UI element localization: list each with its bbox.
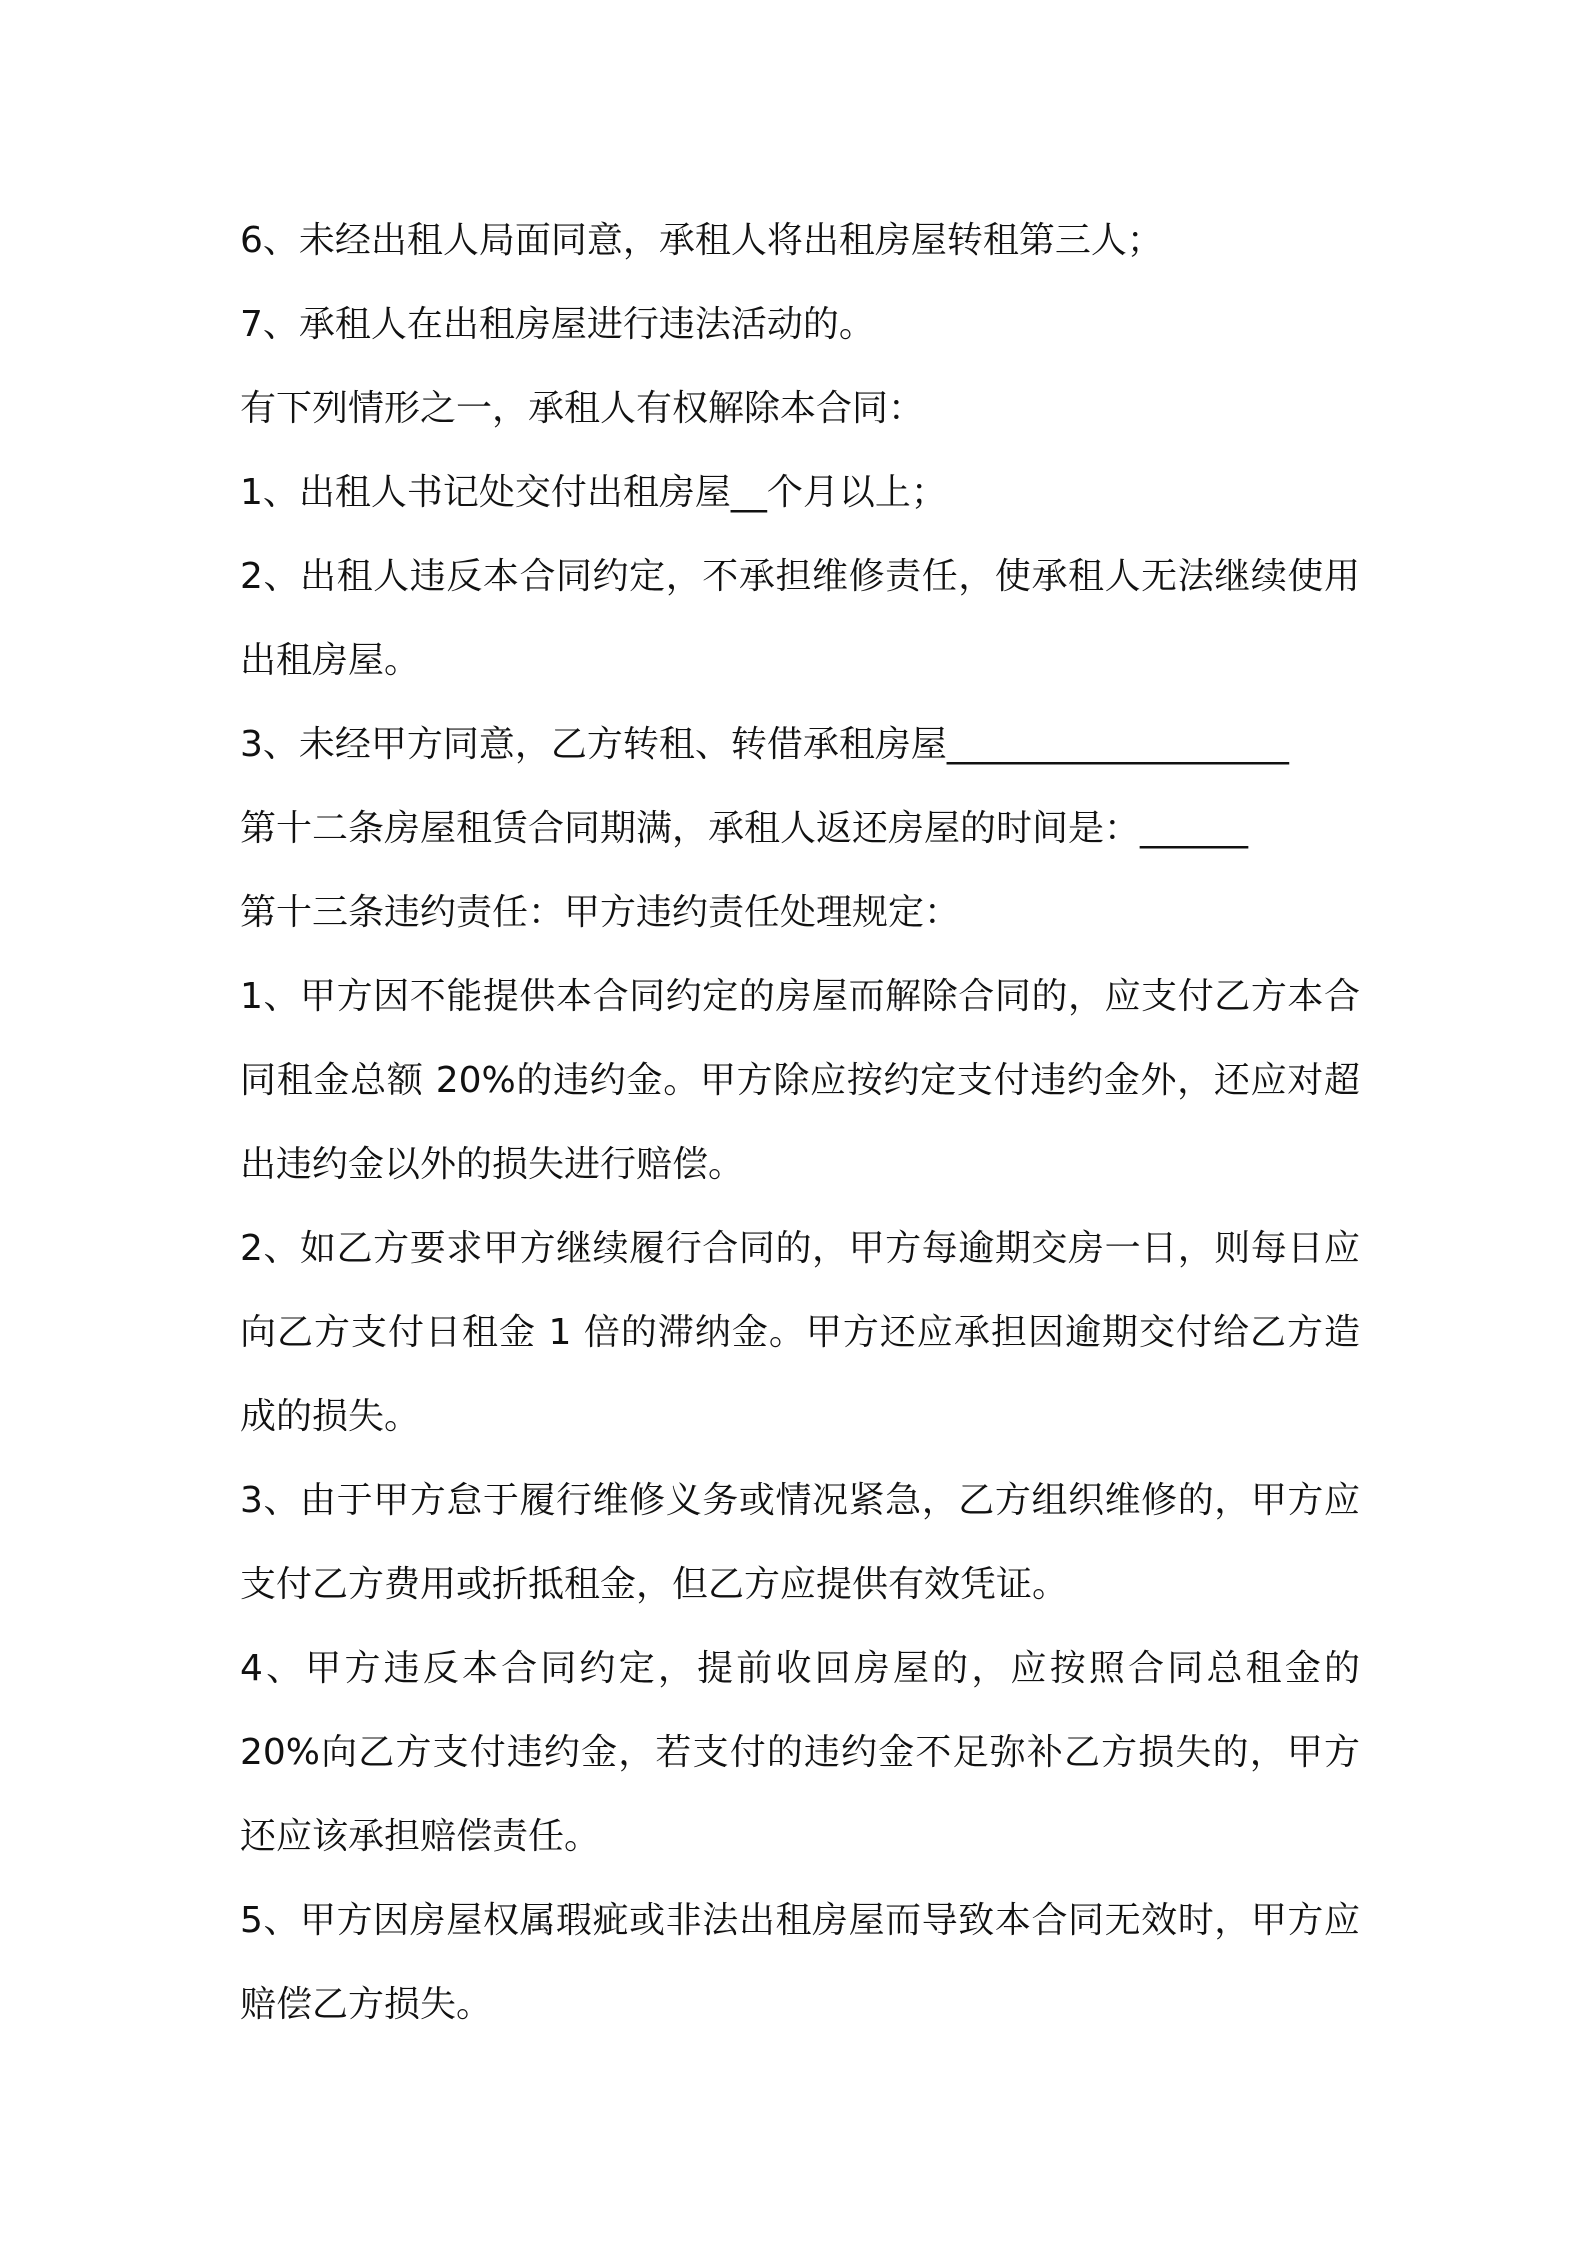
tenant-termination-heading: 有下列情形之一，承租人有权解除本合同：	[240, 388, 925, 429]
article-13-heading: 第十三条违约责任：甲方违约责任处理规定：	[240, 892, 961, 933]
clause-6-sublease: 6、未经出租人局面同意，承租人将出租房屋转租第三人；	[240, 220, 1163, 261]
document-body	[240, 199, 1360, 2047]
liability-item-4: 4、甲方违反本合同约定，提前收回房屋的，应按照合同总租金的 20%向乙方支付违约金，若支付的违约金不足弥补乙方损失的，甲方还应该承担赔偿责任。	[240, 1648, 1360, 1857]
tenant-termination-item-3: 3、未经甲方同意，乙方转租、转借承租房屋___________________	[240, 724, 1289, 765]
clause-7-illegal-activity: 7、承租人在出租房屋进行违法活动的。	[240, 304, 875, 345]
tenant-termination-item-2: 2、出租人违反本合同约定，不承担维修责任，使承租人无法继续使用出租房屋。	[240, 556, 1360, 681]
article-12-return-time: 第十二条房屋租赁合同期满，承租人返还房屋的时间是：______	[240, 808, 1249, 849]
liability-item-2: 2、如乙方要求甲方继续履行合同的，甲方每逾期交房一日，则每日应向乙方支付日租金 1 倍的滞纳金。甲方还应承担因逾期交付给乙方造成的损失。	[240, 1228, 1360, 1437]
liability-item-5: 5、甲方因房屋权属瑕疵或非法出租房屋而导致本合同无效时，甲方应赔偿乙方损失。	[240, 1900, 1360, 2025]
liability-item-1: 1、甲方因不能提供本合同约定的房屋而解除合同的，应支付乙方本合同租金总额 20%的违约金。甲方除应按约定支付违约金外，还应对超出违约金以外的损失进行赔偿。	[240, 976, 1360, 1185]
tenant-termination-item-1: 1、出租人书记处交付出租房屋__个月以上；	[240, 472, 947, 513]
liability-item-3: 3、由于甲方怠于履行维修义务或情况紧急，乙方组织维修的，甲方应支付乙方费用或折抵租金，但乙方应提供有效凭证。	[240, 1480, 1360, 1605]
